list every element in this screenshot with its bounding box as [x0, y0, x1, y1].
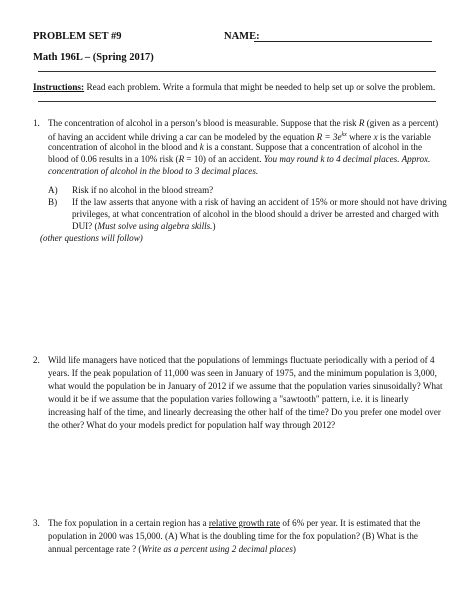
- risk-equation-exponent: kx: [341, 132, 347, 138]
- problem-set-title: PROBLEM SET #9: [33, 31, 122, 42]
- instructions-text: Read each problem. Write a formula that might be needed to help set up or solve the problem.: [84, 83, 436, 93]
- name-label: NAME:: [224, 31, 260, 42]
- divider-line: [38, 71, 436, 72]
- part-b-line: DUI? (Must solve using algebra skills.): [72, 221, 216, 231]
- problem-2-line: years. If the peak population of 11,000 was seen in January of 1975, and the minimum population is 3,000,: [48, 368, 437, 378]
- follow-up-note: (other questions will follow): [40, 233, 143, 243]
- course-title: Math 196L – (Spring 2017): [33, 52, 154, 63]
- instructions-label: Instructions:: [33, 83, 85, 93]
- problem-2-line: the other? What do your models predict for population half way through 2012?: [48, 420, 336, 430]
- problem-2-line: would it be if we assume that the population varies following a "sawtooth" pattern, i.e. it is linearly: [48, 394, 409, 404]
- risk-equation: R = 3e: [316, 132, 342, 142]
- part-a-text: Risk if no alcohol in the blood stream?: [72, 185, 214, 195]
- problem-1-line: blood of 0.06 results in a 10% risk (R = 10) of an accident. You may round k to 4 decimal places. Approx.: [48, 154, 431, 164]
- problem-2-line: Wild life managers have noticed that the populations of lemmings fluctuate periodically with a period of 4: [48, 355, 435, 365]
- part-b-line: If the law asserts that anyone with a risk of having an accident of 15% or more should not have driving: [72, 197, 447, 207]
- name-blank-line: [254, 41, 432, 42]
- problem-1-line: The concentration of alcohol in a person’s blood is measurable. Suppose that the risk R (given as a percent): [48, 118, 439, 128]
- part-a-label: A): [48, 185, 58, 195]
- problem-3-number: 3.: [33, 518, 40, 528]
- divider-line: [38, 101, 436, 102]
- problem-1-line: concentration of alcohol in the blood and k is a constant. Suppose that a concentration of alcohol in the: [48, 142, 423, 152]
- problem-3-line: population in 2000 was 15,000. (A) What is the doubling time for the fox population? (B) What is the: [48, 531, 418, 541]
- problem-1-line: of having an accident while driving a car can be modeled by the equation $R = 3e^{kx}$ where x is the variable: [48, 132, 431, 142]
- instructions: [33, 82, 435, 94]
- problem-2-number: 2.: [33, 355, 40, 365]
- problem-3-line: annual percentage rate ? (Write as a percent using 2 decimal places): [48, 544, 296, 554]
- problem-1-number: 1.: [33, 118, 40, 128]
- problem-2-line: increasing half of the time, and linearly decreasing the other half of the time? Do you prefer one model over: [48, 407, 441, 417]
- problem-3-line: The fox population in a certain region has a relative growth rate of 6% per year. It is estimated that the: [48, 518, 421, 528]
- problem-1-line: concentration of alcohol in the blood to 3 decimal places.: [48, 166, 259, 176]
- problem-2-line: what would the population be in January of 2012 if we assume that the population varies sinusoidally? What: [48, 381, 443, 391]
- relative-growth-rate-term: relative growth rate: [208, 518, 281, 528]
- part-b-label: B): [48, 197, 58, 207]
- part-b-line: privileges, at what concentration of alcohol in the blood should a driver be arrested and charged with: [72, 209, 439, 219]
